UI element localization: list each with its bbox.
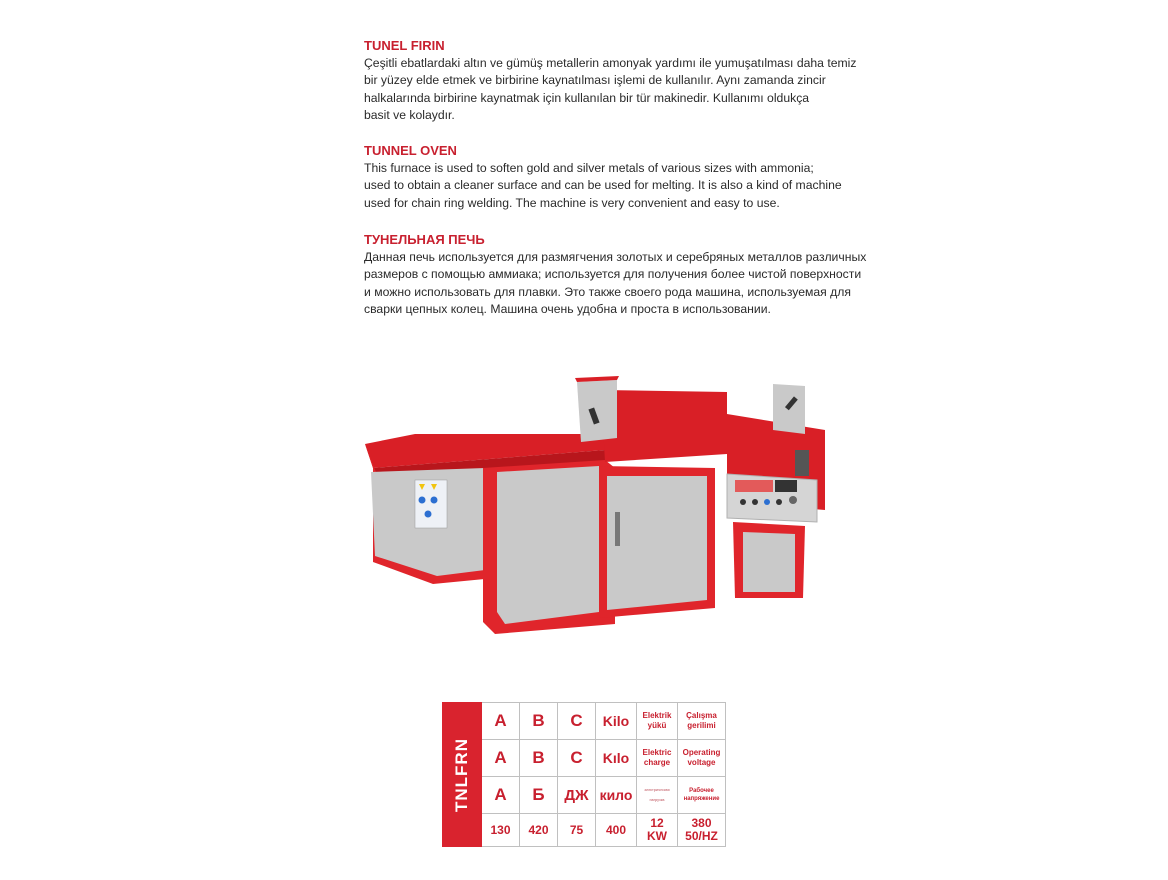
- section-title: ТУНЕЛЬНАЯ ПЕЧЬ: [364, 232, 485, 247]
- spec-header-cell: B: [520, 703, 558, 740]
- body-line: used for chain ring welding. The machine is very convenient and easy to use.: [364, 195, 780, 210]
- spec-value-cell: 380 50/HZ: [678, 814, 726, 847]
- tunnel-oven-machine-image: [355, 372, 835, 644]
- spec-value-cell: 130: [482, 814, 520, 847]
- warning-labels: [415, 480, 447, 528]
- spec-header-cell: Operating voltage: [678, 740, 726, 777]
- model-code: TNLFRN: [452, 737, 471, 812]
- model-code-cell: [443, 703, 482, 847]
- spec-header-cell: ДЖ: [558, 777, 596, 814]
- body-line: bir yüzey elde etmek ve birbirine kaynatılması işlemi de kullanılır. Aynı zamanda zincir: [364, 73, 826, 88]
- spec-header-cell: Б: [520, 777, 558, 814]
- spec-header-cell: электрическая нагрузка: [637, 777, 678, 814]
- body-line: halkalarında birbirine kaynatmak için kullanılan bir tür makinedir. Kullanımı oldukça: [364, 90, 810, 105]
- spec-header-cell: C: [558, 703, 596, 740]
- section-title: TUNEL FIRIN: [364, 38, 445, 53]
- spec-value-cell: 400: [596, 814, 637, 847]
- door-handle: [615, 512, 620, 546]
- section-body: [364, 55, 884, 125]
- body-line: Данная печь используется для размягчения золотых и серебряных металлов различных: [364, 250, 867, 264]
- body-line: This furnace is used to soften gold and silver metals of various sizes with ammonia;: [364, 161, 814, 175]
- spec-header-cell: Kılo: [596, 740, 637, 777]
- spec-header-cell: B: [520, 740, 558, 777]
- spec-header-cell: C: [558, 740, 596, 777]
- section-tr: [364, 38, 884, 125]
- body-line: размеров с помощью аммиака; используется для получения более чистой поверхности: [364, 267, 862, 282]
- body-line: сварки цепных колец. Машина очень удобна и проста в использовании.: [364, 302, 771, 317]
- body-line: used to obtain a cleaner surface and can be used for melting. It is also a kind of machine: [364, 178, 842, 193]
- section-body: [364, 160, 884, 212]
- spec-header-cell: Elektric charge: [637, 740, 678, 777]
- section-title: TUNNEL OVEN: [364, 143, 457, 158]
- spec-value-cell: 420: [520, 814, 558, 847]
- spec-value-cell: 75: [558, 814, 596, 847]
- spec-header-cell: A: [482, 703, 520, 740]
- spec-header-cell: A: [482, 740, 520, 777]
- spec-value-cell: 12 KW: [637, 814, 678, 847]
- section-en: [364, 143, 884, 212]
- spec-header-cell: Elektrik yükü: [637, 703, 678, 740]
- spec-table: [442, 702, 726, 847]
- body-line: Çeşitli ebatlardaki altın ve gümüş metallerin amonyak yardımı ile yumuşatılması daha temiz: [364, 56, 857, 70]
- spec-header-cell: кило: [596, 777, 637, 814]
- spec-header-cell: Рабочее напряжение: [678, 777, 726, 814]
- body-line: и можно использовать для плавки. Это также своего рода машина, используемая для: [364, 284, 851, 299]
- spec-header-cell: Çalışma gerilimi: [678, 703, 726, 740]
- spec-header-cell: Kilo: [596, 703, 637, 740]
- section-body: [364, 249, 884, 319]
- spec-header-cell: А: [482, 777, 520, 814]
- section-ru: [364, 232, 884, 319]
- body-line: basit ve kolaydır.: [364, 108, 455, 123]
- tunnel-hood: [601, 390, 727, 462]
